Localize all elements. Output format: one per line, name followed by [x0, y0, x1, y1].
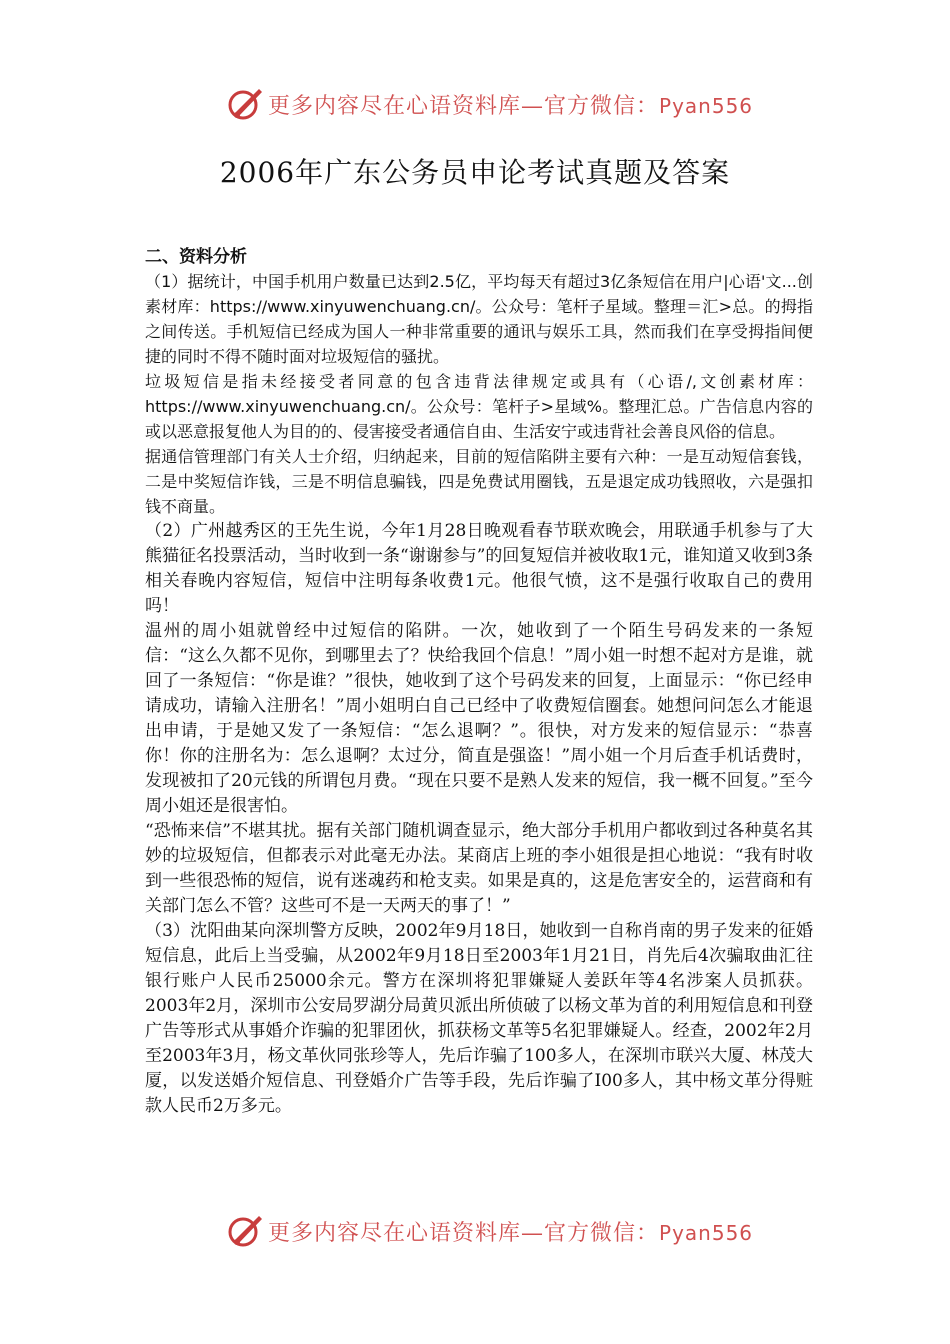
header-watermark-banner — [0, 80, 950, 124]
paragraph-5: 温州的周小姐就曾经中过短信的陷阱。一次，她收到了一个陌生号码发来的一条短信：“这么久都不见你，到哪里去了？快给我回个信息！”周小姐一时想不起对方是谁，就回了一条短信：“你是谁？”很快，她收到了这个号码发来的回复，上面显示：“你已经申请成功，请输入注册名！”周小姐明白自己已经中了收费短信圈套。她想问问怎么才能退出申请，于是她又发了一条短信：“怎么退啊？”。很快，对方发来的短信显示：“恭喜你！你的注册名为：怎么退啊？太过分，简直是强盗！”周小姐一个月后查手机话费时，发现被扣了20元钱的所谓包月费。“现在只要不是熟人发来的短信，我一概不回复。”至今周小姐还是很害怕。 — [145, 621, 813, 816]
banner-text — [268, 89, 753, 120]
brush-logo-icon — [226, 1211, 266, 1249]
wechat-id: Pyan556 — [659, 94, 754, 118]
footer-watermark-banner — [0, 1207, 950, 1251]
brush-logo-icon — [226, 84, 266, 122]
paragraph-3: 据通信管理部门有关人士介绍，归纳起来，目前的短信陷阱主要有六种：一是互动短信套钱，二是中奖短信诈钱，三是不明信息骗钱，四是免费试用圈钱，五是退定成功钱照收，六是强扣钱不商量。 — [145, 447, 813, 516]
paragraph-1: （1）据统计，中国手机用户数量已达到2.5亿，平均每天有超过3亿条短信在用户|心语'文...创素材库：https://www.xinyuwenchuang.cn/。公众号：笔杆子星域。整理＝汇>总。的拇指之间传送。手机短信已经成为国人一种非常重要的通讯与娱乐工具，然而我们在享受拇指间便捷的同时不得不随时面对垃圾短信的骚扰。 — [145, 272, 813, 366]
paragraph-4: （2）广州越秀区的王先生说，今年1月28日晚观看春节联欢晚会，用联通手机参与了大熊猫征名投票活动，当时收到一条“谢谢参与”的回复短信并被收取1元，谁知道又收到3条相关春晚内容短信，短信中注明每条收费1元。他很气愤，这不是强行收取自己的费用吗！ — [145, 521, 814, 616]
banner-slogan: 更多内容尽在心语资料库—官方微信： — [268, 1221, 660, 1246]
wechat-id: Pyan556 — [659, 1221, 754, 1245]
document-title: 2006年广东公务员申论考试真题及答案 — [219, 156, 731, 189]
paragraph-6: “恐怖来信”不堪其扰。据有关部门随机调查显示，绝大部分手机用户都收到过各种莫名其妙的垃圾短信，但都表示对此毫无办法。某商店上班的李小姐很是担心地说：“我有时收到一些很恐怖的短信，说有迷魂药和枪支卖。如果是真的，这是危害安全的，运营商和有关部门怎么不管？这些可不是一天两天的事了！” — [145, 821, 813, 916]
document-body — [145, 246, 813, 1119]
section-heading: 二、资料分析 — [145, 247, 247, 267]
banner-slogan: 更多内容尽在心语资料库—官方微信： — [268, 94, 660, 119]
banner-text — [268, 1216, 753, 1247]
paragraph-2: 垃圾短信是指未经接受者同意的包含违背法律规定或具有（心语/,文创素材库：https://www.xinyuwenchuang.cn/。公众号：笔杆子>星域%。整理汇总。广告信息内容的或以恶意报复他人为目的的、侵害接受者通信自由、生活安宁或违背社会善良风俗的信息。 — [145, 372, 813, 441]
paragraph-7: （3）沈阳曲某向深圳警方反映，2002年9月18日，她收到一自称肖南的男子发来的征婚短信息，此后上当受骗，从2002年9月18日至2003年1月21日，肖先后4次骗取曲汇往银行账户人民币25000余元。警方在深圳将犯罪嫌疑人姜跃年等4名涉案人员抓获。2003年2月，深圳市公安局罗湖分局黄贝派出所侦破了以杨文革为首的利用短信息和刊登广告等形式从事婚介诈骗的犯罪团伙，抓获杨文革等5名犯罪嫌疑人。经查，2002年2月至2003年3月，杨文革伙同张珍等人，先后诈骗了100多人，在深圳市联兴大厦、林茂大厦，以发送婚介短信息、刊登婚介广告等手段，先后诈骗了I00多人，其中杨文革分得赃款人民币2万多元。 — [145, 921, 813, 1116]
